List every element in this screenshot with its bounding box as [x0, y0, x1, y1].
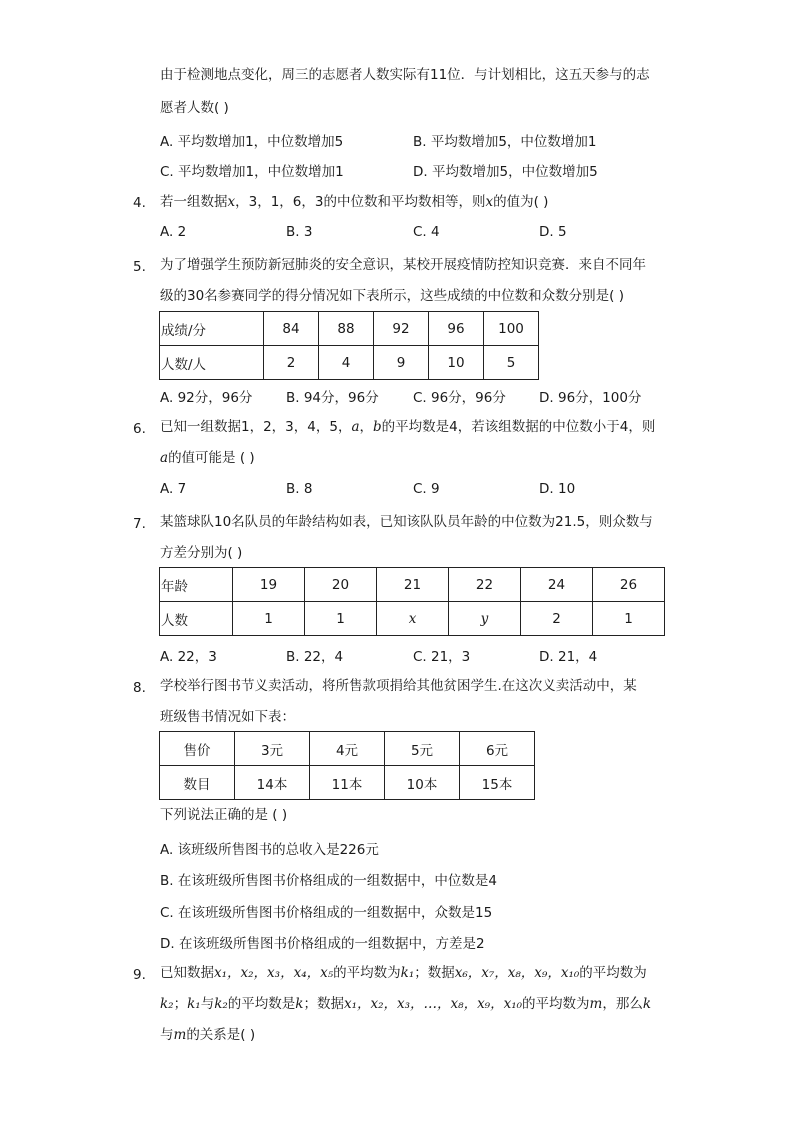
q7-stem-line1: 某篮球队10名队员的年龄结构如表，已知该队队员年龄的中位数为21.5，则众数与 [160, 514, 653, 530]
q9-stem-line1: 已知数据x₁，x₂，x₃，x₄，x₅的平均数为k₁；数据x₆，x₇，x₈，x₉，x₁₀的平均数为 [160, 965, 647, 981]
q7-table-row-counts [160, 602, 665, 636]
q3-option-c: C. 平均数增加1，中位数增加1 [160, 164, 344, 180]
q4-stem: 若一组数据x，3，1，6，3的中位数和平均数相等，则x的值为( ) [160, 194, 549, 210]
q8-cell: 3元 [235, 732, 310, 766]
q6-option-c: C. 9 [413, 481, 440, 497]
q8-stem-line1: 学校举行图书节义卖活动，将所售款项捐给其他贫困学生.在这次义卖活动中，某 [160, 678, 637, 694]
q9-stem-line3: 与m的关系是( ) [160, 1027, 256, 1043]
q6-number: 6. [133, 421, 146, 437]
q3-option-b: B. 平均数增加5，中位数增加1 [413, 134, 597, 150]
q7-stem-line2: 方差分别为( ) [160, 545, 243, 561]
q4-option-a: A. 2 [160, 224, 187, 240]
q8-cell: 11本 [310, 766, 385, 800]
q7-option-a: A. 22，3 [160, 649, 217, 665]
q8-cell: 14本 [235, 766, 310, 800]
q6-stem-line2: a的值可能是 ( ) [160, 450, 255, 466]
q3-option-d: D. 平均数增加5，中位数增加5 [413, 164, 598, 180]
q6-var-a-2: a [160, 450, 169, 466]
q8-cell: 15本 [460, 766, 535, 800]
q4-var-x: x [227, 194, 236, 210]
q8-table-row-prices [160, 732, 535, 766]
q7-age-table [159, 567, 665, 636]
q6-var-b: b [373, 419, 382, 435]
q7-cell-var-x: x [377, 602, 449, 636]
q8-table-row-counts [160, 766, 535, 800]
q3-option-a: A. 平均数增加1，中位数增加5 [160, 134, 344, 150]
q5-cell: 5 [484, 346, 539, 380]
q4-number: 4. [133, 195, 146, 211]
q5-cell: 9 [374, 346, 429, 380]
q5-cell: 10 [429, 346, 484, 380]
q8-number: 8. [133, 680, 146, 696]
q8-stem-line2: 班级售书情况如下表： [160, 709, 295, 725]
q7-cell-var-y: y [449, 602, 521, 636]
q8-option-d: D. 在该班级所售图书价格组成的一组数据中，方差是2 [160, 936, 485, 952]
q4-var-x-2: x [485, 194, 494, 210]
q5-stem-line2: 级的30名参赛同学的得分情况如下表所示，这些成绩的中位数和众数分别是( ) [160, 288, 625, 304]
q5-cell: 100 [484, 312, 539, 346]
q8-option-b: B. 在该班级所售图书价格组成的一组数据中，中位数是4 [160, 873, 497, 889]
q5-cell: 88 [319, 312, 374, 346]
q5-option-d: D. 96分，100分 [539, 390, 642, 406]
q7-cell: 22 [449, 568, 521, 602]
q5-score-table [159, 311, 539, 380]
q7-cell: 20 [305, 568, 377, 602]
q7-table-row-ages [160, 568, 665, 602]
q5-table-row-scores [160, 312, 539, 346]
q8-cell: 5元 [385, 732, 460, 766]
q6-option-b: B. 8 [286, 481, 313, 497]
q3-stem-line1: 由于检测地点变化，周三的志愿者人数实际有11位．与计划相比，这五天参与的志 [160, 67, 650, 83]
q8-book-sales-table [159, 731, 535, 800]
q5-table-row-counts [160, 346, 539, 380]
q7-cell: 年龄 [160, 568, 233, 602]
q9-data-set-all: x₁，x₂，x₃，…，x₈，x₉，x₁₀ [343, 996, 523, 1012]
q6-option-a: A. 7 [160, 481, 187, 497]
q7-cell: 19 [233, 568, 305, 602]
q8-cell: 4元 [310, 732, 385, 766]
q8-cell: 6元 [460, 732, 535, 766]
q7-cell: 1 [593, 602, 665, 636]
q5-stem-line1: 为了增强学生预防新冠肺炎的安全意识，某校开展疫情防控知识竞赛．来自不同年 [160, 257, 646, 273]
q5-cell: 4 [319, 346, 374, 380]
q4-option-b: B. 3 [286, 224, 313, 240]
q7-option-d: D. 21，4 [539, 649, 598, 665]
q4-option-d: D. 5 [539, 224, 567, 240]
q5-cell: 92 [374, 312, 429, 346]
q6-var-a: a [351, 419, 360, 435]
q5-cell: 2 [264, 346, 319, 380]
q3-stem-line2: 愿者人数( ) [160, 100, 229, 116]
q7-cell: 2 [521, 602, 593, 636]
q7-cell: 21 [377, 568, 449, 602]
q7-cell: 26 [593, 568, 665, 602]
q5-cell: 96 [429, 312, 484, 346]
q5-option-b: B. 94分，96分 [286, 390, 379, 406]
q7-cell: 24 [521, 568, 593, 602]
q8-cell: 售价 [160, 732, 235, 766]
q7-option-b: B. 22，4 [286, 649, 344, 665]
q5-option-a: A. 92分，96分 [160, 390, 253, 406]
q8-option-c: C. 在该班级所售图书价格组成的一组数据中，众数是15 [160, 905, 493, 921]
q8-cell: 数目 [160, 766, 235, 800]
q9-stem-line2: k₂；k₁与k₂的平均数是k；数据x₁，x₂，x₃，…，x₈，x₉，x₁₀的平均数为m，那么k [160, 996, 652, 1012]
q8-prompt: 下列说法正确的是 ( ) [160, 807, 288, 823]
q9-data-set-2: x₆，x₇，x₈，x₉，x₁₀ [454, 965, 580, 981]
q4-option-c: C. 4 [413, 224, 440, 240]
q5-number: 5. [133, 259, 146, 275]
q7-cell: 人数 [160, 602, 233, 636]
q7-option-c: C. 21，3 [413, 649, 471, 665]
q7-cell: 1 [305, 602, 377, 636]
q7-number: 7. [133, 516, 146, 532]
q5-cell: 84 [264, 312, 319, 346]
q8-option-a: A. 该班级所售图书的总收入是226元 [160, 842, 379, 858]
q6-option-d: D. 10 [539, 481, 576, 497]
q7-cell: 1 [233, 602, 305, 636]
q9-number: 9. [133, 967, 146, 983]
q5-cell: 成绩/分 [160, 312, 264, 346]
q9-data-set-1: x₁，x₂，x₃，x₄，x₅ [214, 965, 334, 981]
q6-stem-line1: 已知一组数据1，2，3，4，5，a，b的平均数是4，若该组数据的中位数小于4，则 [160, 419, 656, 435]
q5-option-c: C. 96分，96分 [413, 390, 506, 406]
q5-cell: 人数/人 [160, 346, 264, 380]
q8-cell: 10本 [385, 766, 460, 800]
